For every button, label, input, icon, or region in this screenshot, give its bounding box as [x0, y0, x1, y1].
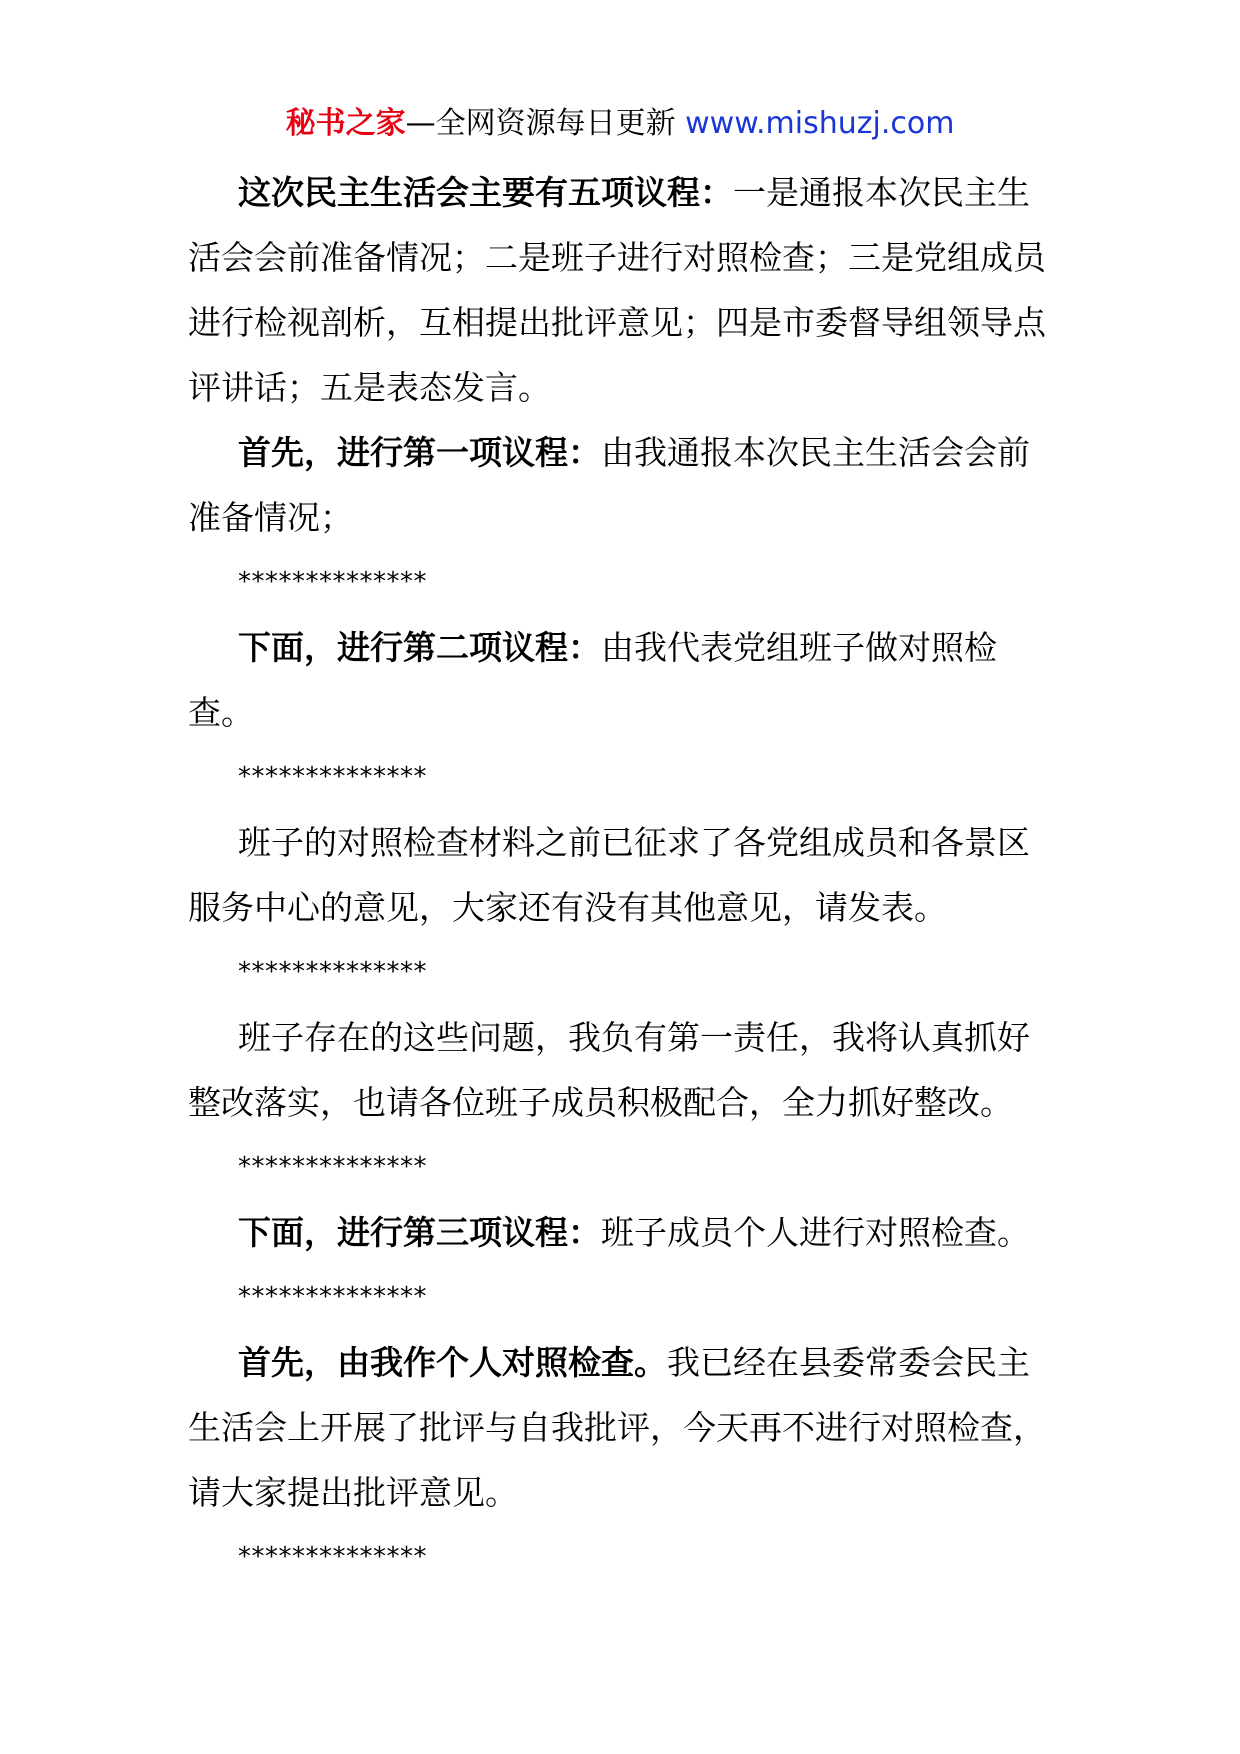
- site-header: [0, 100, 1240, 148]
- paragraph-lead: 这次民主生活会主要有五项议程：: [238, 173, 733, 212]
- paragraph-self-review: [188, 1330, 1058, 1525]
- paragraph-item-3: [188, 1200, 1058, 1265]
- paragraph-lead: 首先，由我作个人对照检查。: [238, 1343, 667, 1382]
- paragraph-text: 由我代表党组班子做对照检查。: [188, 628, 997, 732]
- paragraph-lead: 首先，进行第一项议程：: [238, 433, 601, 472]
- paragraph-item-1: [188, 420, 1058, 550]
- separator: **************: [238, 957, 427, 987]
- paragraph-text: 一是通报本次民主生活会会前准备情况；二是班子进行对照检查；三是党组成员进行检视剖析，互相提出批评意见；四是市委督导组领导点评讲话；五是表态发言。: [188, 173, 1046, 407]
- separator: **************: [238, 1152, 427, 1182]
- separator: **************: [238, 1542, 427, 1572]
- paragraph-text: 由我通报本次民主生活会会前准备情况；: [188, 433, 1030, 537]
- paragraph-agenda: [188, 160, 1058, 420]
- paragraph-responsibility: [188, 1005, 1058, 1135]
- brand-name: 秘书之家: [285, 106, 406, 141]
- paragraph-text: 班子成员个人进行对照检查。: [601, 1213, 1030, 1252]
- separator: **************: [238, 567, 427, 597]
- paragraph-item-2: [188, 615, 1058, 745]
- paragraph-opinions: [188, 810, 1058, 940]
- separator: **************: [238, 1282, 427, 1312]
- paragraph-lead: 下面，进行第三项议程：: [238, 1213, 601, 1252]
- paragraph-lead: 下面，进行第二项议程：: [238, 628, 601, 667]
- paragraph-text: 我已经在县委常委会民主生活会上开展了批评与自我批评，今天再不进行对照检查，请大家提出批评意见。: [188, 1343, 1046, 1512]
- separator: **************: [238, 762, 427, 792]
- site-url-link[interactable]: www.mishuzj.com: [685, 106, 955, 141]
- document-body: [188, 160, 1058, 1590]
- paragraph-text: 班子的对照检查材料之前已征求了各党组成员和各景区服务中心的意见，大家还有没有其他意见，请发表。: [188, 823, 1030, 927]
- paragraph-text: 班子存在的这些问题，我负有第一责任，我将认真抓好整改落实，也请各位班子成员积极配合，全力抓好整改。: [188, 1018, 1030, 1122]
- header-tagline: —全网资源每日更新: [405, 106, 686, 141]
